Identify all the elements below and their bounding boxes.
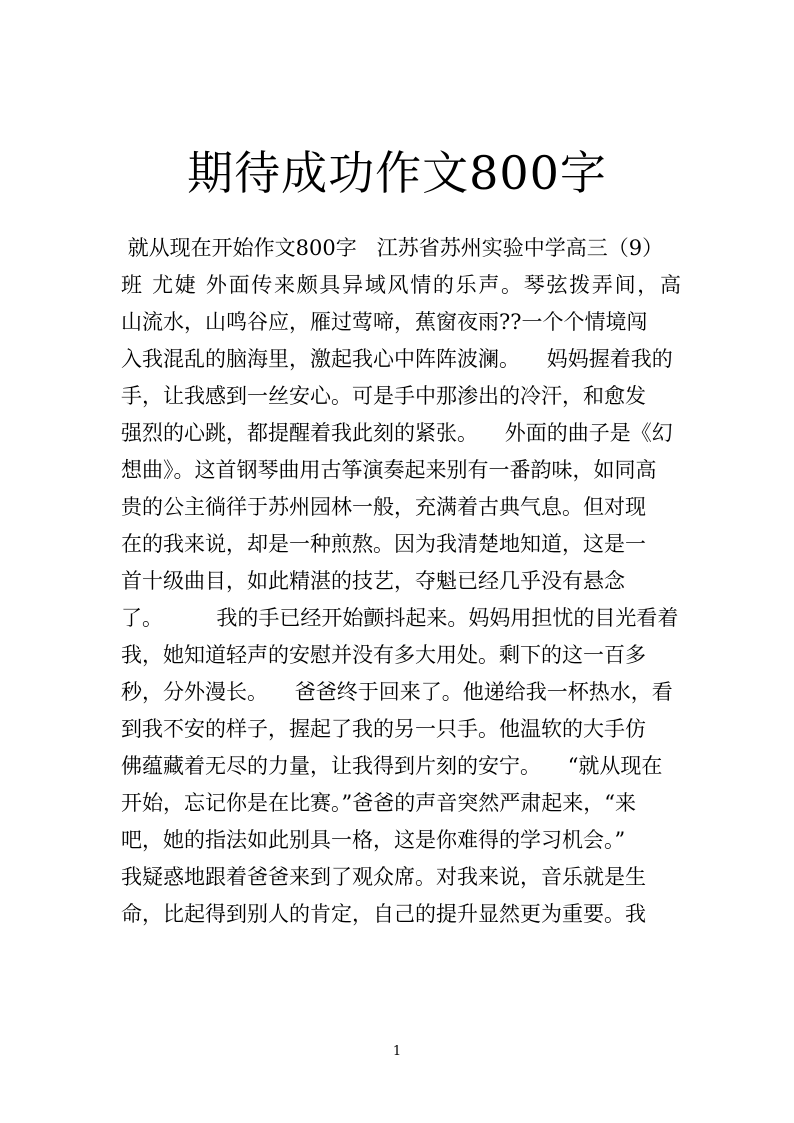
- page-number: 1: [392, 1044, 402, 1059]
- body-line: 命，比起得到别人的肯定，自己的提升显然更为重要。我: [121, 902, 646, 926]
- body-line: 秒，分外漫长。 爸爸终于回来了。他递给我一杯热水，看: [121, 680, 673, 704]
- body-line: 了。 我的手已经开始颤抖起来。妈妈用担忧的目光看着: [121, 606, 679, 630]
- body-line: 贵的公主徜徉于苏州园林一般，充满着古典气息。但对现: [121, 495, 646, 519]
- body-line: 佛蕴藏着无尽的力量，让我得到片刻的安宁。 “就从现在: [121, 754, 663, 778]
- body-line: 强烈的心跳，都提醒着我此刻的紧张。 外面的曲子是《幻: [121, 421, 673, 445]
- body-line: 到我不安的样子，握起了我的另一只手。他温软的大手仿: [121, 717, 646, 741]
- body-line: 班 尤婕 外面传来颇具异域风情的乐声。琴弦拨弄间，高: [121, 273, 681, 297]
- document-title: 期待成功作文800字: [187, 146, 607, 200]
- body-line: 手，让我感到一丝安心。可是手中那渗出的冷汗，和愈发: [121, 384, 646, 408]
- body-line: 我，她知道轻声的安慰并没有多大用处。剩下的这一百多: [121, 643, 646, 667]
- body-line: 吧，她的指法如此别具一格，这是你难得的学习机会。”: [121, 828, 626, 852]
- body-line: 入我混乱的脑海里，激起我心中阵阵波澜。 妈妈握着我的: [121, 347, 673, 371]
- body-line: 想曲》。这首钢琴曲用古筝演奏起来别有一番韵味，如同高: [121, 458, 657, 482]
- body-line: 我疑惑地跟着爸爸来到了观众席。对我来说，音乐就是生: [121, 865, 646, 889]
- body-line: 就从现在开始作文800字 江苏省苏州实验中学高三（9）: [121, 236, 664, 260]
- document-body: [121, 230, 681, 933]
- body-line: 山流水，山鸣谷应，雁过莺啼，蕉窗夜雨??一个个情境闯: [121, 310, 648, 334]
- body-line: 开始，忘记你是在比赛。”爸爸的声音突然严肃起来，“来: [121, 791, 636, 815]
- body-line: 在的我来说，却是一种煎熬。因为我清楚地知道，这是一: [121, 532, 646, 556]
- body-line: 首十级曲目，如此精湛的技艺，夺魁已经几乎没有悬念: [121, 569, 625, 593]
